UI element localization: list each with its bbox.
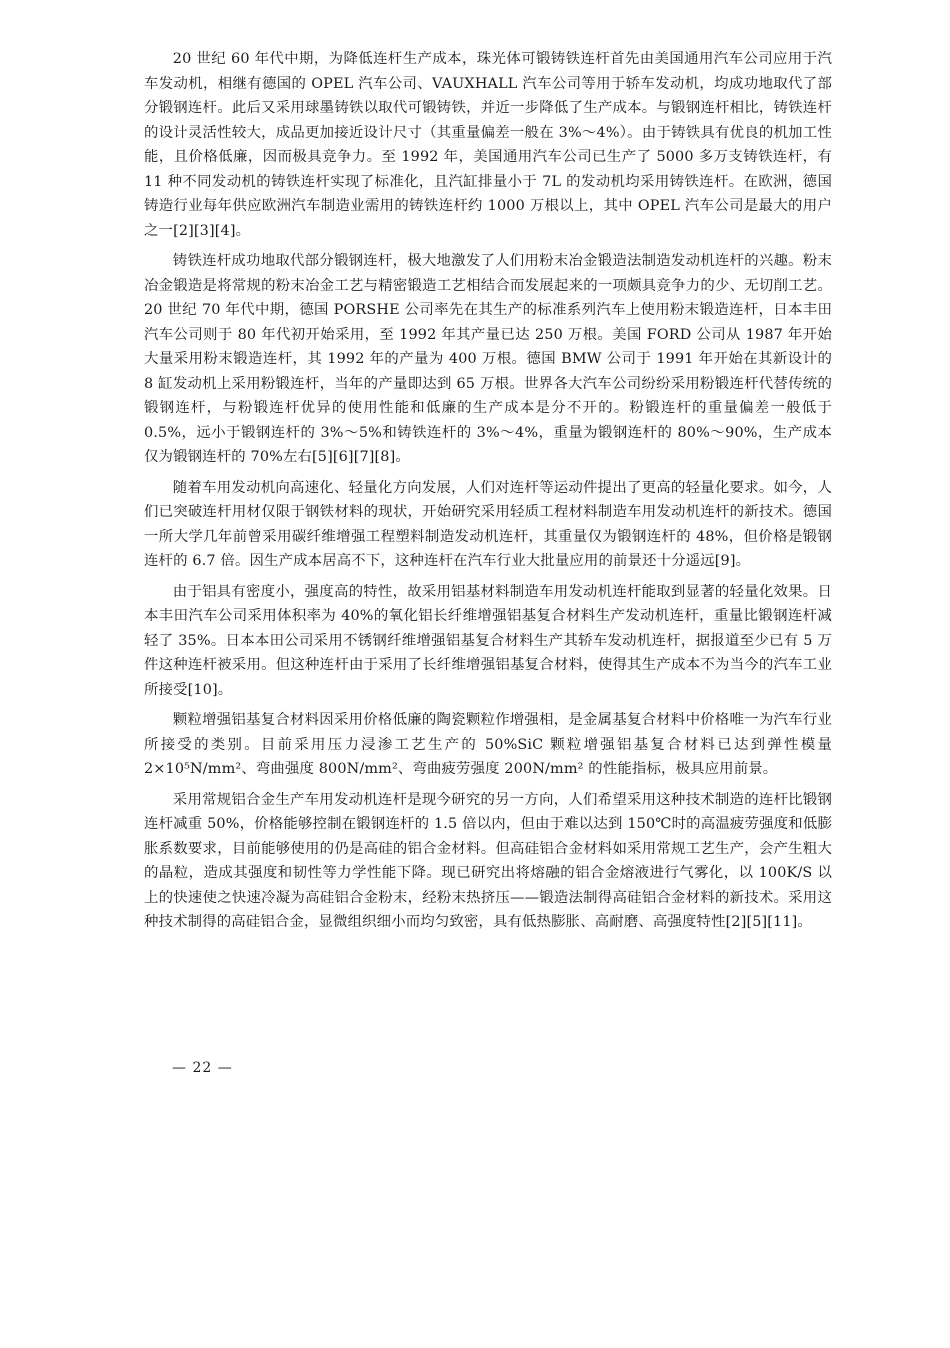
body-text (144, 47, 832, 941)
paragraph-high-silicon-alloy: 采用常规铝合金生产车用发动机连杆是现今研究的另一方向，人们希望采用这种技术制造的连杆比锻钢连杆减重 50%，价格能够控制在锻钢连杆的 1.5 倍以内，但由于难以达到 150℃时的高温疲劳强度和低膨胀系数要求，目前能够使用的仍是高硅的铝合金材料。但高硅铝合金材料如采用常规工艺生产，会产生粗大的晶粒，造成其强度和韧性等力学性能下降。现已研究出将熔融的铝合金熔液进行气雾化，以 100K/S 以上的快速使之快速冷凝为高硅铝合金粉末，经粉末热挤压——锻造法制得高硅铝合金材料的新技术。采用这种技术制得的高硅铝合金，显微组织细小而均匀致密，具有低热膨胀、高耐磨、高强度特性[2][5][11]。 (144, 791, 832, 930)
paragraph-particle-reinforced: 颗粒增强铝基复合材料因采用价格低廉的陶瓷颗粒作增强相，是金属基复合材料中价格唯一为汽车行业所接受的类别。目前采用压力浸渗工艺生产的 50%SiC 颗粒增强铝基复合材料已达到弹性模量 2×10⁵N/mm²、弯曲强度 800N/mm²、弯曲疲劳强度 200N/mm² 的性能指标，极具应用前景。 (144, 712, 832, 777)
page-number: — 22 — (172, 1060, 233, 1076)
paragraph-powder-forged-rods: 铸铁连杆成功地取代部分锻钢连杆，极大地激发了人们用粉末冶金锻造法制造发动机连杆的兴趣。粉末冶金锻造是将常规的粉末冶金工艺与精密锻造工艺相结合而发展起来的一项颇具竞争力的少、无切削工艺。20 世纪 70 年代中期，德国 PORSHE 公司率先在其生产的标准系列汽车上使用粉末锻造连杆，日本丰田汽车公司则于 80 年代初开始采用，至 1992 年其产量已达 250 万根。美国 FORD 公司从 1987 年开始大量采用粉末锻造连杆，其 1992 年的产量为 400 万根。德国 BMW 公司于 1991 年开始在其新设计的 8 缸发动机上采用粉锻连杆，当年的产量即达到 65 万根。世界各大汽车公司纷纷采用粉锻连杆代替传统的锻钢连杆，与粉锻连杆优异的使用性能和低廉的生产成本是分不开的。粉锻连杆的重量偏差一般低于 0.5%，远小于锻钢连杆的 3%～5%和铸铁连杆的 3%～4%，重量为锻钢连杆的 80%～90%，生产成本仅为锻钢连杆的 70%左右[5][6][7][8]。 (144, 253, 832, 465)
paragraph-aluminum-composites: 由于铝具有密度小，强度高的特性，故采用铝基材料制造车用发动机连杆能取到显著的轻量化效果。日本丰田汽车公司采用体积率为 40%的氧化铝长纤维增强铝基复合材料生产发动机连杆，重量比锻钢连杆减轻了 35%。日本本田公司采用不锈钢纤维增强铝基复合材料生产其轿车发动机连杆，据报道至少已有 5 万件这种连杆被采用。但这种连杆由于采用了长纤维增强铝基复合材料，使得其生产成本不为当今的汽车工业所接受[10]。 (144, 583, 832, 698)
paragraph-lightweight-materials: 随着车用发动机向高速化、轻量化方向发展，人们对连杆等运动件提出了更高的轻量化要求。如今，人们已突破连杆用材仅限于钢铁材料的现状，开始研究采用轻质工程材料制造车用发动机连杆的新技术。德国一所大学几年前曾采用碳纤维增强工程塑料制造发动机连杆，其重量仅为锻钢连杆的 48%，但价格是锻钢连杆的 6.7 倍。因生产成本居高不下，这种连杆在汽车行业大批量应用的前景还十分遥远[9]。 (144, 479, 832, 569)
paragraph-cast-iron-rods: 20 世纪 60 年代中期，为降低连杆生产成本，珠光体可锻铸铁连杆首先由美国通用汽车公司应用于汽车发动机，相继有德国的 OPEL 汽车公司、VAUXHALL 汽车公司等用于轿车发动机，均成功地取代了部分锻钢连杆。此后又采用球墨铸铁以取代可锻铸铁，并近一步降低了生产成本。与锻钢连杆相比，铸铁连杆的设计灵活性较大，成品更加接近设计尺寸（其重量偏差一般在 3%～4%）。由于铸铁具有优良的机加工性能，且价格低廉，因而极具竞争力。至 1992 年，美国通用汽车公司已生产了 5000 多万支铸铁连杆，有 11 种不同发动机的铸铁连杆实现了标准化，且汽缸排量小于 7L 的发动机均采用铸铁连杆。在欧洲，德国铸造行业每年供应欧洲汽车制造业需用的铸铁连杆约 1000 万根以上，其中 OPEL 汽车公司是最大的用户之一[2][3][4]。 (144, 51, 832, 239)
